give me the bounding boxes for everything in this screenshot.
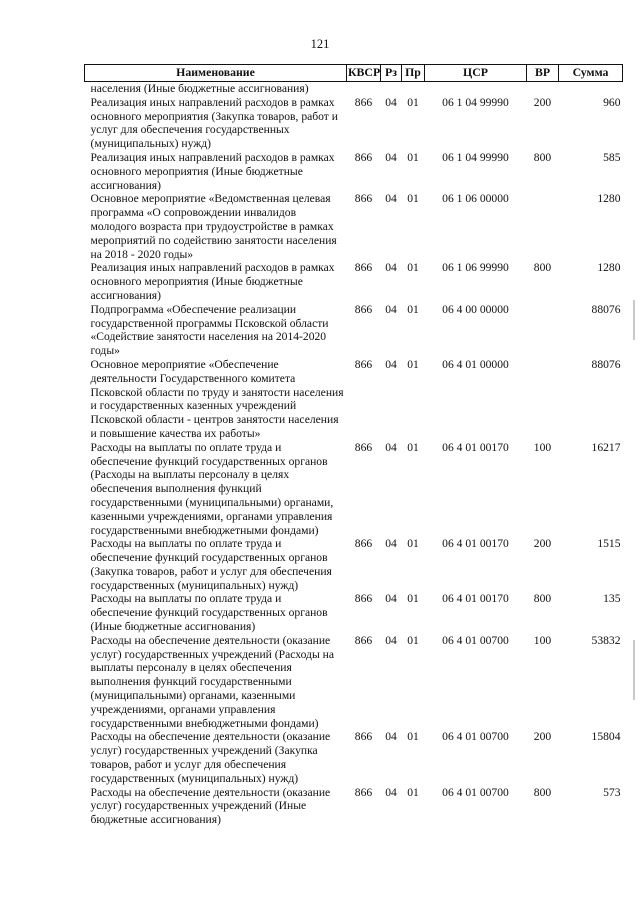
cell-name: Реализация иных направлений расходов в рамках основного мероприятия (Иные бюджетные ассигнования): [90, 261, 335, 302]
cell-sum: 135: [603, 592, 621, 606]
cell-kvsr: [347, 82, 381, 96]
cell-pr: 01: [407, 633, 419, 647]
cell-vr: [527, 303, 559, 358]
table-row: [85, 537, 623, 592]
table-row: [85, 303, 623, 358]
cell-sum: 960: [603, 95, 621, 109]
table-row: [85, 592, 623, 633]
cell-name: Основное мероприятие «Ведомственная целевая программа «О сопровождении инвалидов молодого возраста при трудоустройстве в рамках мероприятий по содействию занятости населения на 2018 - 2020 годы»: [90, 192, 337, 261]
cell-name: Расходы на обеспечение деятельности (оказание услуг) государственных учреждений (Расходы на выплаты персоналу в целях обеспечения выполнения функций государственными (муниципальными) органами, казенными учреждениями, органами управления государственными внебюджетными фондами): [90, 633, 334, 730]
cell-kvsr: 866: [354, 261, 373, 275]
header-vr: ВР: [527, 65, 559, 82]
cell-csr: 06 4 01 00170: [442, 537, 509, 551]
cell-name: Реализация иных направлений расходов в рамках основного мероприятия (Иные бюджетные ассигнования): [90, 150, 335, 192]
cell-rz: 04: [385, 537, 397, 551]
cell-pr: 01: [407, 150, 419, 164]
cell-rz: 04: [385, 730, 397, 744]
cell-sum: 1515: [597, 537, 621, 551]
cell-kvsr: 866: [354, 537, 373, 551]
table-row: [85, 96, 623, 151]
cell-vr: 200: [533, 537, 552, 551]
cell-sum: 53832: [591, 633, 621, 647]
cell-sum: 1280: [597, 192, 621, 206]
table-row: [85, 192, 623, 261]
cell-name: Реализация иных направлений расходов в рамках основного мероприятия (Закупка товаров, работ и услуг для обеспечения государственных (муниципальных) нужд): [90, 95, 338, 151]
cell-name: Основное мероприятие «Обеспечение деятельности Государственного комитета Псковской области по труду и занятости населения и государственных казенных учреждений Псковской области - центров занятости населения и повышение качества их работы»: [90, 357, 344, 440]
header-kvsr: КВСР: [347, 65, 381, 82]
cell-csr: 06 1 04 99990: [442, 95, 509, 109]
table-header: [85, 65, 623, 82]
cell-sum: 15804: [591, 730, 621, 744]
cell-sum: 1280: [597, 261, 621, 275]
cell-kvsr: 866: [354, 357, 373, 371]
cell-name: Расходы на выплаты по оплате труда и обеспечение функций государственных органов (Расходы на выплаты персоналу в целях обеспечения выполнения функций государственными (муниципальными) органами, казенными учреждениями, органами управления государственными внебюджетными фондами): [90, 440, 334, 537]
cell-pr: [402, 82, 425, 96]
budget-table: [84, 64, 623, 827]
cell-rz: 04: [385, 302, 397, 316]
cell-pr: 01: [407, 261, 419, 275]
cell-csr: 06 1 06 00000: [442, 192, 509, 206]
cell-csr: 06 4 00 00000: [442, 302, 509, 316]
scan-edge-mark: [633, 640, 635, 700]
cell-csr: 06 4 01 00700: [442, 785, 509, 799]
cell-kvsr: 866: [354, 633, 373, 647]
table-row: [85, 358, 623, 441]
header-row: [85, 65, 623, 82]
cell-vr: 800: [533, 592, 552, 606]
table-row: [85, 261, 623, 302]
table-row: [85, 441, 623, 538]
cell-csr: 06 4 01 00700: [442, 730, 509, 744]
cell-sum: 88076: [591, 302, 621, 316]
cell-sum: 585: [603, 150, 621, 164]
cell-vr: 800: [533, 150, 552, 164]
cell-csr: 06 1 06 99990: [442, 261, 509, 275]
cell-rz: 04: [385, 592, 397, 606]
cell-kvsr: 866: [354, 302, 373, 316]
cell-pr: 01: [407, 95, 419, 109]
cell-csr: 06 1 04 99990: [442, 150, 509, 164]
cell-pr: 01: [407, 302, 419, 316]
header-sum: Сумма: [559, 65, 623, 82]
cell-sum: 573: [603, 785, 621, 799]
cell-rz: [381, 82, 402, 96]
header-csr: ЦСР: [425, 65, 527, 82]
cell-pr: 01: [407, 785, 419, 799]
cell-vr: 100: [533, 633, 552, 647]
cell-pr: 01: [407, 537, 419, 551]
cell-rz: 04: [385, 95, 397, 109]
cell-kvsr: 866: [354, 95, 373, 109]
cell-name: Расходы на обеспечение деятельности (оказание услуг) государственных учреждений (Иные бюджетные ассигнования): [90, 785, 331, 827]
header-pr: Пр: [402, 65, 425, 82]
cell-csr: 06 4 01 00170: [442, 592, 509, 606]
table-row: [85, 151, 623, 192]
cell-rz: 04: [385, 440, 397, 454]
page-number: 121: [310, 37, 330, 51]
cell-vr: [527, 82, 559, 96]
cell-pr: 01: [407, 730, 419, 744]
cell-csr: 06 4 01 00700: [442, 633, 509, 647]
cell-sum: [559, 82, 623, 96]
cell-name: Расходы на выплаты по оплате труда и обеспечение функций государственных органов (Закупка товаров, работ и услуг для обеспечения государственных (муниципальных) нужд): [90, 537, 332, 592]
cell-csr: [425, 82, 527, 96]
cell-sum: 16217: [591, 440, 621, 454]
cell-kvsr: 866: [354, 730, 373, 744]
cell-vr: 100: [533, 440, 552, 454]
cell-name: Расходы на выплаты по оплате труда и обеспечение функций государственных органов (Иные бюджетные ассигнования): [90, 592, 328, 634]
table-row: [85, 786, 623, 827]
cell-kvsr: 866: [354, 192, 373, 206]
cell-kvsr: 866: [354, 440, 373, 454]
table-row: [85, 634, 623, 731]
cell-vr: [527, 358, 559, 441]
cell-vr: 200: [533, 95, 552, 109]
cell-pr: 01: [407, 192, 419, 206]
cell-vr: [527, 192, 559, 261]
cell-name: населения (Иные бюджетные ассигнования): [90, 82, 309, 95]
cell-rz: 04: [385, 192, 397, 206]
cell-kvsr: 866: [354, 785, 373, 799]
cell-rz: 04: [385, 633, 397, 647]
header-name: Наименование: [85, 65, 347, 82]
cell-csr: 06 4 01 00000: [442, 357, 509, 371]
cell-rz: 04: [385, 261, 397, 275]
cell-rz: 04: [385, 150, 397, 164]
cell-sum: 88076: [591, 357, 621, 371]
cell-vr: 200: [533, 730, 552, 744]
cell-rz: 04: [385, 785, 397, 799]
cell-pr: 01: [407, 357, 419, 371]
cell-name: Подпрограмма «Обеспечение реализации государственной программы Псковской области «Содействие занятости населения на 2014-2020 годы»: [90, 302, 329, 358]
cell-pr: 01: [407, 592, 419, 606]
header-rz: Рз: [381, 65, 402, 82]
cell-kvsr: 866: [354, 592, 373, 606]
cell-vr: 800: [533, 785, 552, 799]
cell-pr: 01: [407, 440, 419, 454]
cell-name: Расходы на обеспечение деятельности (оказание услуг) государственных учреждений (Закупка товаров, работ и услуг для обеспечения государственных (муниципальных) нужд): [90, 730, 331, 785]
cell-vr: 800: [533, 261, 552, 275]
cell-kvsr: 866: [354, 150, 373, 164]
scan-edge-mark: [633, 300, 635, 340]
table-body: [85, 82, 623, 828]
table-row: [85, 82, 623, 96]
cell-rz: 04: [385, 357, 397, 371]
cell-csr: 06 4 01 00170: [442, 440, 509, 454]
table-row: [85, 730, 623, 785]
